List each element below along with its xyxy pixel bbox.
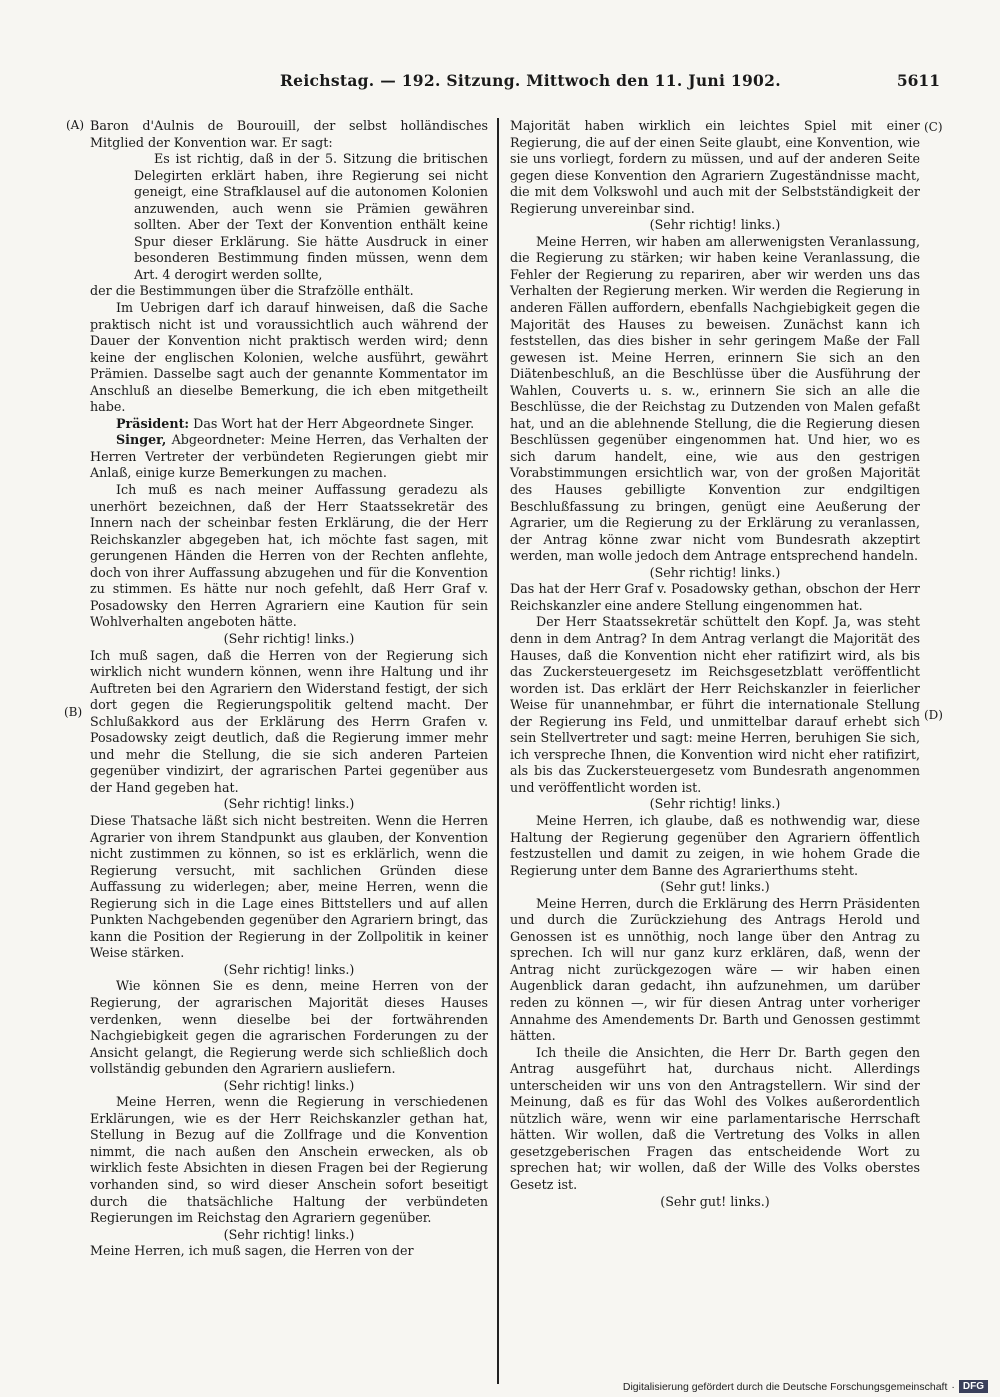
paragraph <box>90 432 488 482</box>
speaker-name: Singer, <box>116 432 167 448</box>
paragraph-text: Meine Herren, wir haben am allerwenigsten Veranlassung, die Regierung zu stärken; wir haben keine Veranlassung, die Fehler der Regierung zu repariren, aber wir werden uns das Verhalten der Regierung merken. Wir werden die Regierung in anderen Fällen auffordern, ebenfalls Nachgiebigkeit gegen die Majorität des Hauses zu beweisen. Zunächst kann ich feststellen, das dies bisher in sehr geringem Maße der Fall gewesen ist. Meine Herren, erinnern Sie sich an den Diätenbeschluß, an die Beschlüsse über die Ausführung der Wahlen, Couverts u. s. w., erinnern Sie sich an alle die Beschlüsse, die der Reichstag zu Dutzenden von Malen gefaßt hat, und an die ablehnende Stellung, die die Regierung diesen Beschlüssen gegenüber eingenommen hat. Und hier, wo es sich darum handelt, eine, wie aus den gestrigen Vorabstimmungen ersichtlich war, von der großen Majorität des Hauses gebilligte Konvention zur endgiltigen Beschlußfassung zu bringen, genügt eine Aeußerung der Agrarier, um die Regierung zu der Erklärung zu veranlassen, der Antrag könne zwar nicht vom Bundesrath akzeptirt werden, man wolle jedoch dem Antrage entsprechend handeln. <box>510 233 920 564</box>
paragraph <box>90 118 488 151</box>
paragraph-text: (Sehr gut! links.) <box>660 1193 770 1209</box>
paragraph <box>90 300 488 416</box>
paragraph-text: Das hat der Herr Graf v. Posadowsky gethan, obschon der Herr Reichskanzler eine andere Stellung eingenommen hat. <box>510 581 920 613</box>
paragraph-text: Wie können Sie es denn, meine Herren von der Regierung, der agrarischen Majorität dieses Hauses verdenken, wenn dieselbe bei der fortwährenden Nachgiebigkeit gegen die agrarischen Forderungen zu der Ansicht gelangt, die Regierung werde sich schließlich doch vollständig gebunden den Agrariern ausliefern. <box>90 978 488 1077</box>
paragraph-text: Ich muß sagen, daß die Herren von der Regierung sich wirklich nicht wundern können, wenn ihre Haltung und ihr Auftreten bei den Agrariern den Widerstand festigt, der sich dort gegen die Regierungspolitik geltend macht. Der Schlußakkord aus der Erklärung des Herrn Grafen v. Posadowsky zeigt deutlich, daß die Regierung immer mehr und mehr die Stellung, die sie sich anderen Parteien gegenüber vindizirt, der agrarischen Partei gegenüber aus der Hand gegeben hat. <box>90 647 488 795</box>
paragraph-text: Das Wort hat der Herr Abgeordnete Singer. <box>189 415 475 431</box>
paragraph-text: Meine Herren, durch die Erklärung des Herrn Präsidenten und durch die Zurückziehung des Antrags Herold und Genossen ist es unnöthig, noch lange über den Antrag zu sprechen. Ich will nur ganz kurz erklären, daß, wenn der Antrag nicht zurückgezogen wäre — wir haben einen Augenblick daran gedacht, ihn aufzunehmen, um darüber reden zu können —, wir für diesen Antrag unter vorheriger Annahme des Amendements Dr. Barth und Genossen gestimmt hätten. <box>510 895 920 1044</box>
footer-separator: · <box>951 1380 955 1393</box>
page-header <box>90 71 940 95</box>
paragraph <box>90 978 488 1077</box>
paragraph-text: Im Uebrigen darf ich darauf hinweisen, daß die Sache praktisch nicht ist und voraussichtlich auch während der Dauer der Konvention nicht praktisch werden wird; denn keine der englischen Kolonien, welche ausführt, gewährt Prämien. Dasselbe sagt auch der genannte Kommentator im Anschluß an dieselbe Bemerkung, die ich eben mitgetheilt habe. <box>90 300 488 415</box>
paragraph <box>510 896 920 1045</box>
running-header: Reichstag. — 192. Sitzung. Mittwoch den 11. Juni 1902. <box>280 71 781 90</box>
paragraph-text: (Sehr richtig! links.) <box>223 1077 355 1093</box>
paragraph-text: Majorität haben wirklich ein leichtes Spiel mit einer Regierung, die auf der einen Seite glaubt, eine Konvention, wie sie uns vorliegt, fordern zu müssen, und auf der anderen Seite gegen diese Konvention den Agrariern Zugeständnisse macht, die mit dem Volkswohl und auch mit der Selbstständigkeit der Regierung unvereinbar sind. <box>510 118 920 216</box>
paragraph <box>90 1094 488 1226</box>
paragraph-text: Diese Thatsache läßt sich nicht bestreiten. Wenn die Herren Agrarier von ihrem Standpunkt aus glauben, der Konvention nicht zustimmen zu können, so ist es erklärlich, wenn die Regierung versucht, mit sachlichen Gründen diese Auffassung zu widerlegen; aber, meine Herren, wenn die Regierung sich in die Lage eines Bittstellers und auf allen Punkten Nachgebenden gegenüber den Agrariern bringt, das kann die Position der Regierung in der Zollpolitik in keiner Weise stärken. <box>90 812 488 961</box>
paragraph-text: Der Herr Staatssekretär schüttelt den Kopf. Ja, was steht denn in dem Antrag? In dem Antrag verlangt die Majorität des Hauses, daß die Konvention nicht eher ratifizirt wird, als bis das Zuckersteuergesetz im Reichsgesetzblatt veröffentlicht worden ist. Das erklärt der Herr Reichskanzler in feierlicher Weise für unannehmbar, er führt die internationale Stellung der Regierung ins Feld, und unmittelbar darauf erhebt sich sein Stellvertreter und sagt: meine Herren, beruhigen Sie sich, ich verspreche Ihnen, die Konvention wird nicht eher ratifizirt, als bis das Zuckersteuergesetz vom Bundesrath angenommen und veröffentlicht worden ist. <box>510 614 920 795</box>
dfg-logo: DFG <box>959 1380 988 1393</box>
paragraph-text: Abgeordneter: Meine Herren, das Verhalten der Herren Vertreter der verbündeten Regierungen giebt mir Anlaß, einige kurze Bemerkungen zu machen. <box>90 432 488 481</box>
paragraph <box>510 1045 920 1194</box>
paragraph-text: (Sehr richtig! links.) <box>223 1226 355 1242</box>
paragraph <box>510 565 920 582</box>
paragraph <box>90 416 488 433</box>
margin-marker-d: (D) <box>924 708 943 722</box>
paragraph <box>90 631 488 648</box>
page-number: 5611 <box>896 71 940 90</box>
paragraph <box>510 796 920 813</box>
paragraph <box>510 813 920 879</box>
paragraph <box>510 1194 920 1211</box>
paragraph-text: Baron d'Aulnis de Bourouill, der selbst holländisches Mitglied der Konvention war. Er sagt: <box>90 118 488 150</box>
left-column <box>90 118 488 1260</box>
paragraph <box>510 234 920 565</box>
paragraph <box>510 581 920 614</box>
margin-marker-a: (A) <box>66 118 85 132</box>
paragraph <box>90 648 488 797</box>
paragraph <box>90 1078 488 1095</box>
margin-marker-c: (C) <box>924 120 943 134</box>
margin-marker-b: (B) <box>64 705 83 719</box>
paragraph-text: (Sehr gut! links.) <box>660 879 770 895</box>
footer-credit: Digitalisierung gefördert durch die Deutsche Forschungsgemeinschaft <box>622 1380 948 1393</box>
paragraph <box>90 796 488 813</box>
paragraph <box>510 118 920 217</box>
column-divider <box>497 118 499 1384</box>
paragraph-text: Ich muß es nach meiner Auffassung geradezu als unerhört bezeichnen, daß der Herr Staatssekretär des Innern nach der scheinbar festen Erklärung, die der Herr Reichskanzler abgegeben hat, ich möchte fast sagen, mit gerungenen Händen die Herren von der Rechten anflehte, doch von ihrer Auffassung abzugehen und für die Konvention zu stimmen. Es hätte nur noch gefehlt, daß Herr Graf v. Posadowsky den Herren Agrariern eine Kaution für sein Wohlverhalten angeboten hätte. <box>90 482 488 630</box>
paragraph-text: (Sehr richtig! links.) <box>649 796 781 812</box>
paragraph-text: Meine Herren, ich glaube, daß es nothwendig war, diese Haltung der Regierung gegenüber den Agrariern öffentlich festzustellen und damit zu zeigen, in wie hohem Grade die Regierung unter dem Banne des Agrarierthums steht. <box>510 812 920 878</box>
paragraph-text: (Sehr richtig! links.) <box>223 961 355 977</box>
paragraph <box>510 879 920 896</box>
paragraph <box>90 482 488 631</box>
paragraph <box>90 283 488 300</box>
paragraph <box>90 1227 488 1244</box>
paragraph-text: (Sehr richtig! links.) <box>649 564 781 580</box>
paragraph <box>90 813 488 962</box>
paragraph-text: (Sehr richtig! links.) <box>223 630 355 646</box>
paragraph-text: der die Bestimmungen über die Strafzölle enthält. <box>90 283 414 299</box>
paragraph-text: (Sehr richtig! links.) <box>223 796 355 812</box>
paragraph-text: Meine Herren, ich muß sagen, die Herren von der <box>90 1243 414 1259</box>
paragraph <box>510 217 920 234</box>
paragraph-text: Ich theile die Ansichten, die Herr Dr. Barth gegen den Antrag ausgeführt hat, durchaus nicht. Allerdings unterscheiden wir uns von den Antragstellern. Wir sind der Meinung, daß es für das Wohl des Volkes außerordentlich nützlich wäre, wenn wir eine parlamentarische Herrschaft hätten. Wir wollen, daß die Vertretung des Volks in allen gesetzgeberischen Fragen das entscheidende Wort zu sprechen hat; wir wollen, daß der Wille des Volks oberstes Gesetz ist. <box>510 1044 920 1192</box>
paragraph <box>134 151 488 283</box>
speaker-name: Präsident: <box>116 415 190 431</box>
right-column <box>510 118 920 1210</box>
paragraph <box>90 1243 488 1260</box>
footer <box>623 1380 988 1393</box>
paragraph-text: (Sehr richtig! links.) <box>649 217 781 233</box>
paragraph-text: Meine Herren, wenn die Regierung in verschiedenen Erklärungen, wie es der Herr Reichskanzler gethan hat, Stellung in Bezug auf die Zollfrage und die Konvention nimmt, die nach außen den Anschein erwecken, als ob wirklich feste Absichten in diesen Fragen bei der Regierung vorhanden sind, so wird dieser Anschein sofort beseitigt durch die thatsächliche Haltung der verbündeten Regierungen im Reichstag den Agrariern gegenüber. <box>90 1094 488 1226</box>
paragraph-text: Es ist richtig, daß in der 5. Sitzung die britischen Delegirten erklärt haben, ihre Regierung sei nicht geneigt, eine Strafklausel auf die autonomen Kolonien anzuwenden, auch wenn sie Prämien gewähren sollten. Aber der Text der Konvention enthält keine Spur dieser Erklärung. Sie hätte Ausdruck in einer besonderen Bestimmung finden müssen, wenn dem Art. 4 derogirt werden sollte, <box>134 151 488 282</box>
paragraph <box>90 962 488 979</box>
paragraph <box>510 614 920 796</box>
